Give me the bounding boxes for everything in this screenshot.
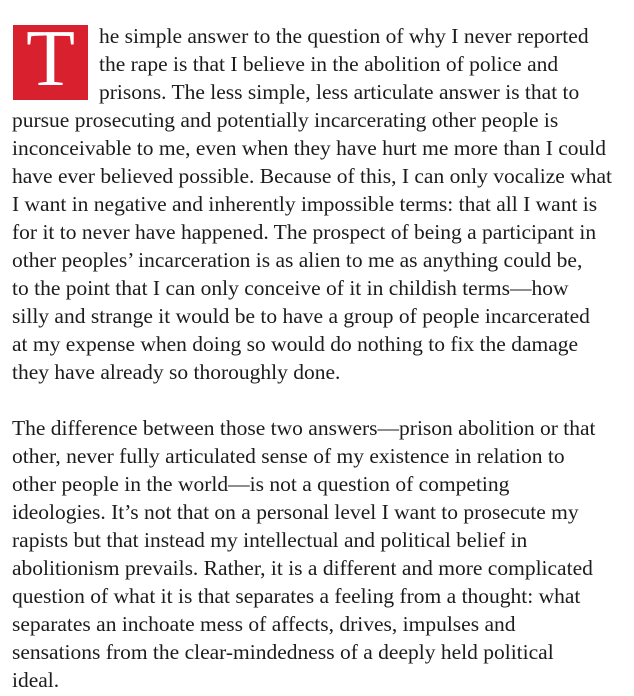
text-line: for it to never have happened. The prospect of being a participant in: [12, 220, 597, 244]
drop-cap-letter: T: [13, 25, 88, 100]
text-line: other peoples’ incarceration is as alien to me as anything could be,: [12, 248, 583, 272]
text-line: question of what it is that separates a feeling from a thought: what: [12, 584, 581, 608]
text-line: they have already so thoroughly done.: [12, 360, 341, 384]
text-line: I want in negative and inherently impossible terms: that all I want is: [12, 192, 598, 216]
text-line: inconceivable to me, even when they have hurt me more than I could: [12, 136, 607, 160]
text-line: sensations from the clear-mindedness of a deeply held political: [12, 640, 554, 664]
text-line: other people in the world—is not a question of competing: [12, 472, 510, 496]
text-line: rapists but that instead my intellectual and political belief in: [12, 528, 528, 552]
text-line: ideologies. It’s not that on a personal level I want to prosecute my: [12, 500, 579, 524]
text-line: pursue prosecuting and potentially incarcerating other people is: [12, 108, 559, 132]
text-line: silly and strange it would be to have a group of people incarcerated: [12, 304, 590, 328]
text-line: abolitionism prevails. Rather, it is a different and more complicated: [12, 556, 593, 580]
text-line: other, never fully articulated sense of my existence in relation to: [12, 444, 565, 468]
text-line: have ever believed possible. Because of this, I can only vocalize what: [12, 164, 612, 188]
text-line: prisons. The less simple, less articulate answer is that to: [99, 80, 580, 104]
text-line: ideal.: [12, 668, 60, 692]
text-line: The difference between those two answers—prison abolition or that: [12, 416, 596, 440]
text-line: at my expense when doing so would do nothing to fix the damage: [12, 332, 579, 356]
text-line: separates an inchoate mess of affects, drives, impulses and: [12, 612, 516, 636]
text-line: he simple answer to the question of why I never reported: [99, 24, 589, 48]
text-line: to the point that I can only conceive of it in childish terms—how: [12, 276, 569, 300]
paragraph-2: [12, 414, 628, 694]
paragraph-1: [12, 22, 628, 386]
text-line: the rape is that I believe in the abolition of police and: [99, 52, 559, 76]
